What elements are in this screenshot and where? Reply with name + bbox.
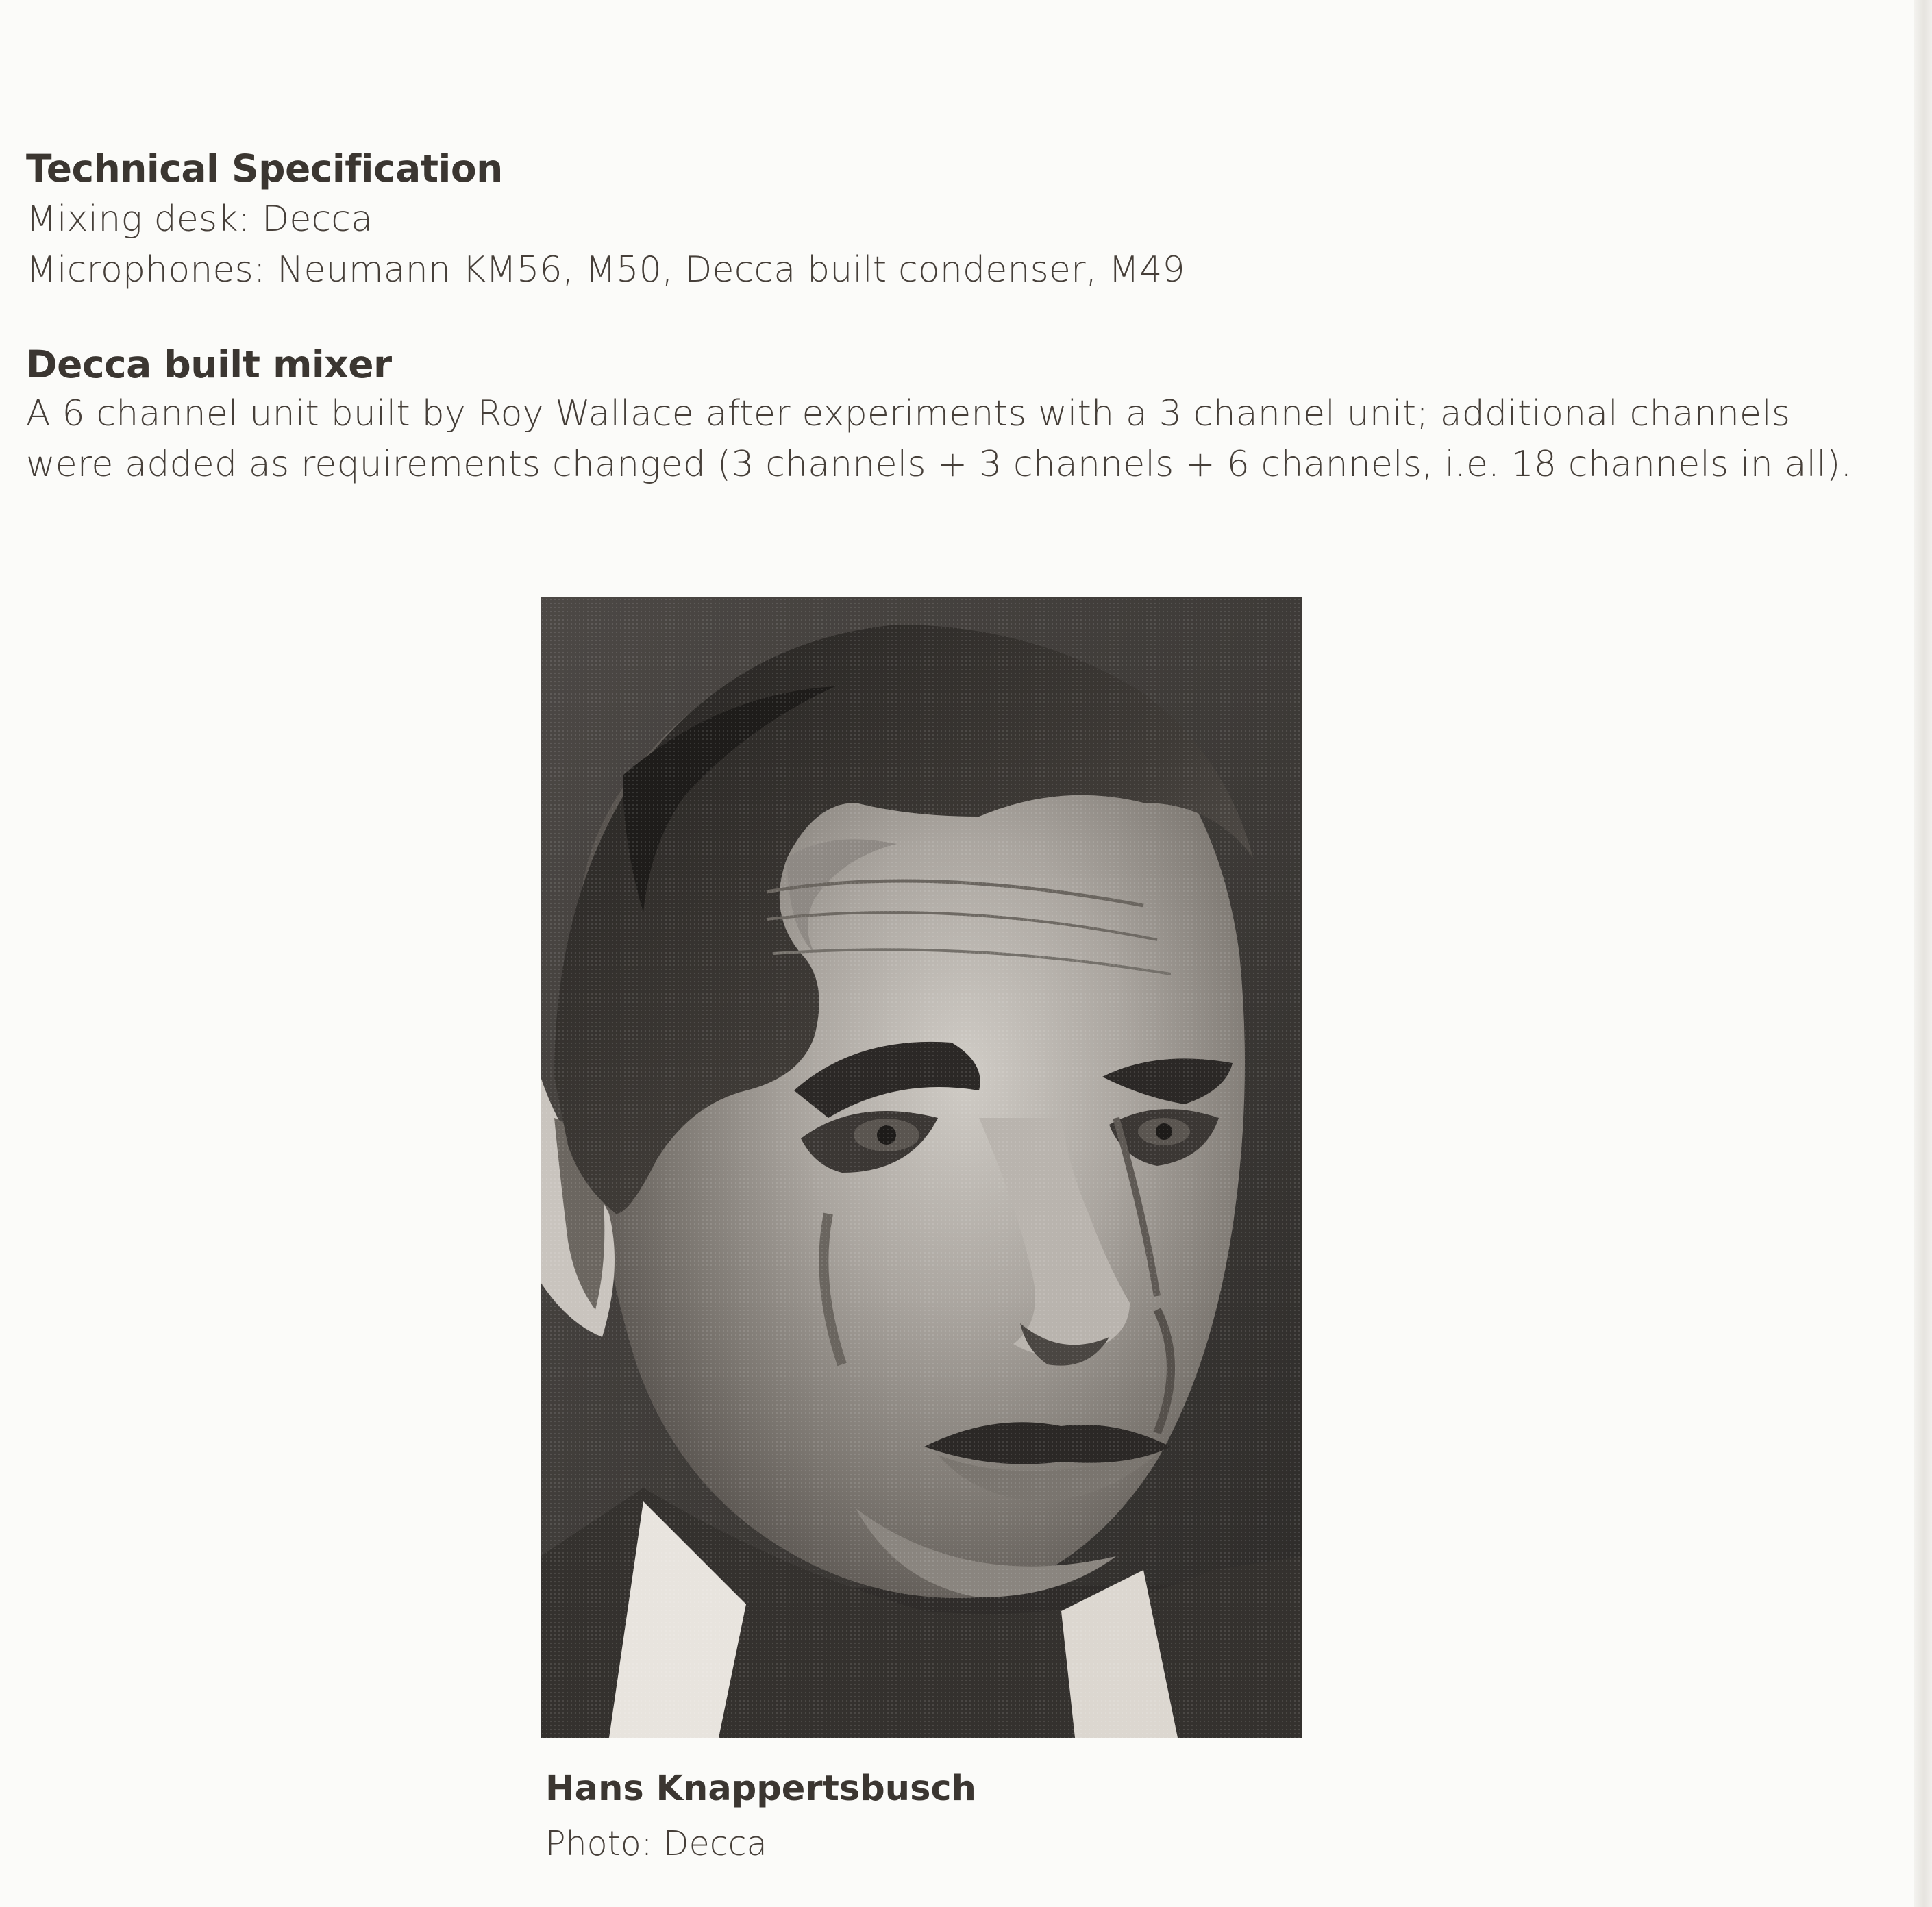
portrait-image	[541, 597, 1302, 1738]
photo-caption-credit: Photo: Decca	[545, 1824, 767, 1863]
decca-built-mixer-heading: Decca built mixer	[26, 342, 392, 386]
portrait-photo	[541, 597, 1302, 1738]
photo-caption-name: Hans Knappertsbusch	[545, 1769, 976, 1809]
page-gutter	[1914, 0, 1932, 1907]
mixing-desk-line: Mixing desk: Decca	[26, 199, 373, 240]
technical-specification-heading: Technical Specification	[26, 147, 503, 190]
mixer-description-line-1: A 6 channel unit built by Roy Wallace after experiments with a 3 channel unit; additional channels	[26, 393, 1791, 434]
mixer-description-line-2: were added as requirements changed (3 channels + 3 channels + 6 channels, i.e. 18 channels in all).	[26, 444, 1853, 485]
microphones-line: Microphones: Neumann KM56, M50, Decca built condenser, M49	[26, 249, 1185, 290]
